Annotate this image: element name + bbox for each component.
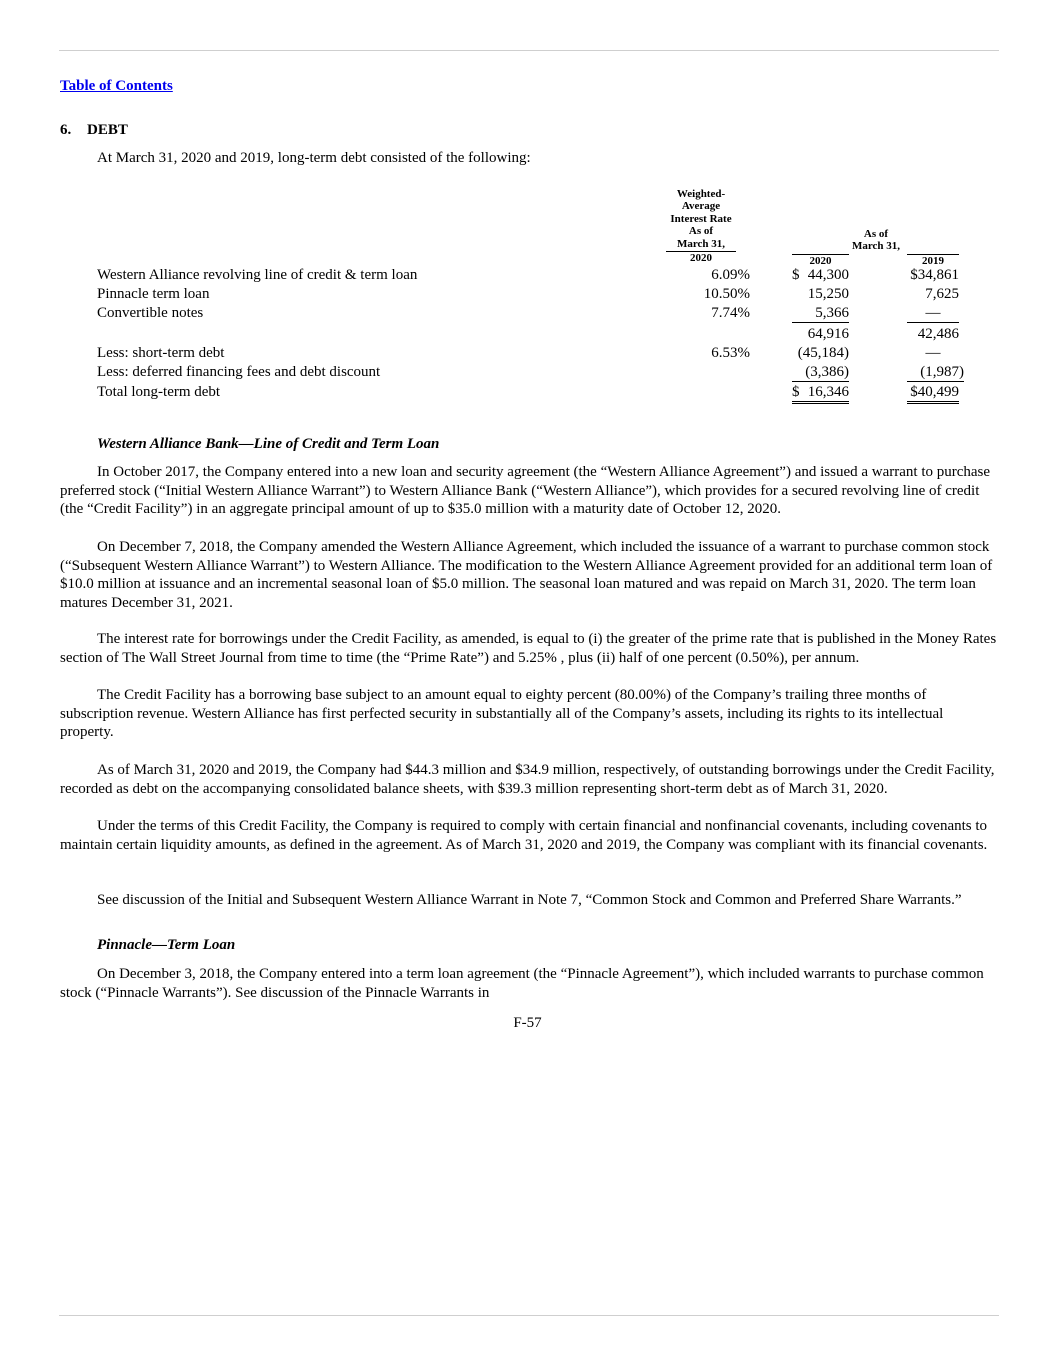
paragraph: The interest rate for borrowings under the Credit Facility, as amended, is equal to (i) the greater of the prime rate that is published in the Money Rates section of The Wall Street Journal from time to time (the “Prime Rate”) and 5.25% , plus (ii) half of one percent (0.50%), per annum. bbox=[60, 631, 997, 666]
paragraph: See discussion of the Initial and Subsequent Western Alliance Warrant in Note 7, “Common Stock and Common and Preferred Share Warrants.” bbox=[97, 892, 962, 908]
dollar-sign: $ bbox=[792, 384, 800, 400]
row-value-2020-text: 44,300 bbox=[807, 267, 849, 283]
row-value-2019: — bbox=[907, 305, 959, 323]
paragraph: On December 3, 2018, the Company entered into a term loan agreement (the “Pinnacle Agreement”), which included warrants to purchase common stock (“Pinnacle Warrants”). See discussion of the Pinnacle Warrants in bbox=[60, 966, 984, 1001]
paragraph: On December 7, 2018, the Company amended the Western Alliance Agreement, which included the issuance of a warrant to purchase common stock (“Subsequent Western Alliance Warrant”) to Western Alliance. The modification to the Western Alliance Agreement provided for an additional term loan of $10.0 million at issuance and an incremental seasonal loan of $5.0 million. The seasonal loan matured and was repaid on March 31, 2020. The term loan matures December 31, 2021. bbox=[60, 539, 993, 611]
table-row bbox=[0, 326, 1055, 345]
row-rate: 6.09% bbox=[711, 267, 750, 283]
row-label: Total long-term debt bbox=[97, 384, 221, 400]
intro-text: At March 31, 2020 and 2019, long-term debt consisted of the following: bbox=[97, 150, 531, 166]
western-alliance-heading: Western Alliance Bank—Line of Credit and Term Loan bbox=[97, 436, 440, 452]
table-row bbox=[0, 267, 1055, 286]
section-heading bbox=[60, 122, 128, 139]
header-rate-year: 2020 bbox=[666, 251, 736, 264]
row-rate: 7.74% bbox=[711, 305, 750, 321]
section-title: DEBT bbox=[87, 122, 128, 138]
table-row bbox=[0, 286, 1055, 305]
row-label: Less: short-term debt bbox=[97, 345, 225, 361]
paragraph: The Credit Facility has a borrowing base subject to an amount equal to eighty percent (80.00%) of the Company’s trailing three months of subscription revenue. Western Alliance has first perfected security in substantially all of the Company’s assets, including its rights to its intellectual property. bbox=[60, 687, 944, 740]
pinnacle-heading: Pinnacle—Term Loan bbox=[97, 937, 236, 953]
row-value-2019: — bbox=[925, 345, 941, 361]
row-label: Convertible notes bbox=[97, 305, 204, 321]
header-interest-rate bbox=[666, 188, 736, 264]
row-label: Western Alliance revolving line of credit & term loan bbox=[97, 267, 418, 283]
dollar-sign: $ bbox=[792, 267, 800, 283]
table-row bbox=[0, 345, 1055, 364]
header-year-2019: 2019 bbox=[907, 254, 959, 267]
paragraph: In October 2017, the Company entered into a new loan and security agreement (the “Western Alliance Agreement”) and issued a warrant to purchase preferred stock (“Initial Western Alliance Warrant”) to Western Alliance Bank (“Western Alliance”), which provides for a secured revolving line of credit (the “Credit Facility”) in an aggregate principal amount of up to $35.0 million with a maturity date of October 12, 2020. bbox=[60, 464, 991, 517]
paragraph: As of March 31, 2020 and 2019, the Company had $44.3 million and $34.9 million, respectively, of outstanding borrowings under the Credit Facility, recorded as debt on the accompanying consolidated balance sheets, with $39.3 million representing short-term debt as of March 31, 2020. bbox=[60, 762, 995, 797]
row-value-2020 bbox=[792, 267, 849, 284]
paragraph: Under the terms of this Credit Facility, the Company is required to comply with certain financial and nonfinancial covenants, including covenants to maintain certain liquidity amounts, as defined in the agreement. As of March 31, 2020 and 2019, the Company was compliant with its financial covenants. bbox=[60, 818, 988, 853]
header-rate-line: March 31, bbox=[676, 237, 726, 250]
section-number: 6. bbox=[60, 122, 72, 138]
header-as-of bbox=[792, 228, 960, 253]
header-rate-line: As of bbox=[688, 225, 714, 238]
row-label: Pinnacle term loan bbox=[97, 286, 210, 302]
row-value-2020: 5,366 bbox=[792, 305, 849, 323]
header-asof-line: As of bbox=[863, 228, 889, 240]
row-label: Less: deferred financing fees and debt discount bbox=[97, 364, 381, 380]
header-rate-line: Average bbox=[681, 200, 721, 213]
row-rate: 6.53% bbox=[711, 345, 750, 361]
row-rate: 10.50% bbox=[703, 286, 750, 302]
header-asof-line: March 31, bbox=[851, 240, 901, 253]
table-row bbox=[0, 305, 1055, 324]
header-year-2020: 2020 bbox=[792, 254, 849, 267]
bottom-divider bbox=[59, 1315, 999, 1316]
row-value-2020: (3,386) bbox=[792, 364, 849, 382]
row-value-2020 bbox=[792, 384, 849, 404]
row-value-2020: (45,184) bbox=[797, 345, 849, 361]
table-of-contents-link[interactable]: Table of Contents bbox=[60, 78, 173, 94]
top-divider bbox=[59, 50, 999, 51]
page-number: F-57 bbox=[513, 1015, 542, 1031]
row-value-2019: $40,499 bbox=[907, 384, 959, 404]
row-value-2019: $34,861 bbox=[910, 267, 959, 283]
row-value-2020: 15,250 bbox=[807, 286, 849, 302]
row-value-2019: 42,486 bbox=[917, 326, 959, 342]
table-row bbox=[0, 384, 1055, 403]
table-row bbox=[0, 364, 1055, 383]
row-value-2019: (1,987) bbox=[907, 364, 964, 382]
row-value-2020-text: 16,346 bbox=[807, 384, 849, 400]
row-value-2020: 64,916 bbox=[807, 326, 849, 342]
row-value-2019: 7,625 bbox=[925, 286, 959, 302]
header-rate-line: Interest Rate bbox=[670, 212, 732, 225]
header-rate-line: Weighted- bbox=[676, 188, 726, 200]
